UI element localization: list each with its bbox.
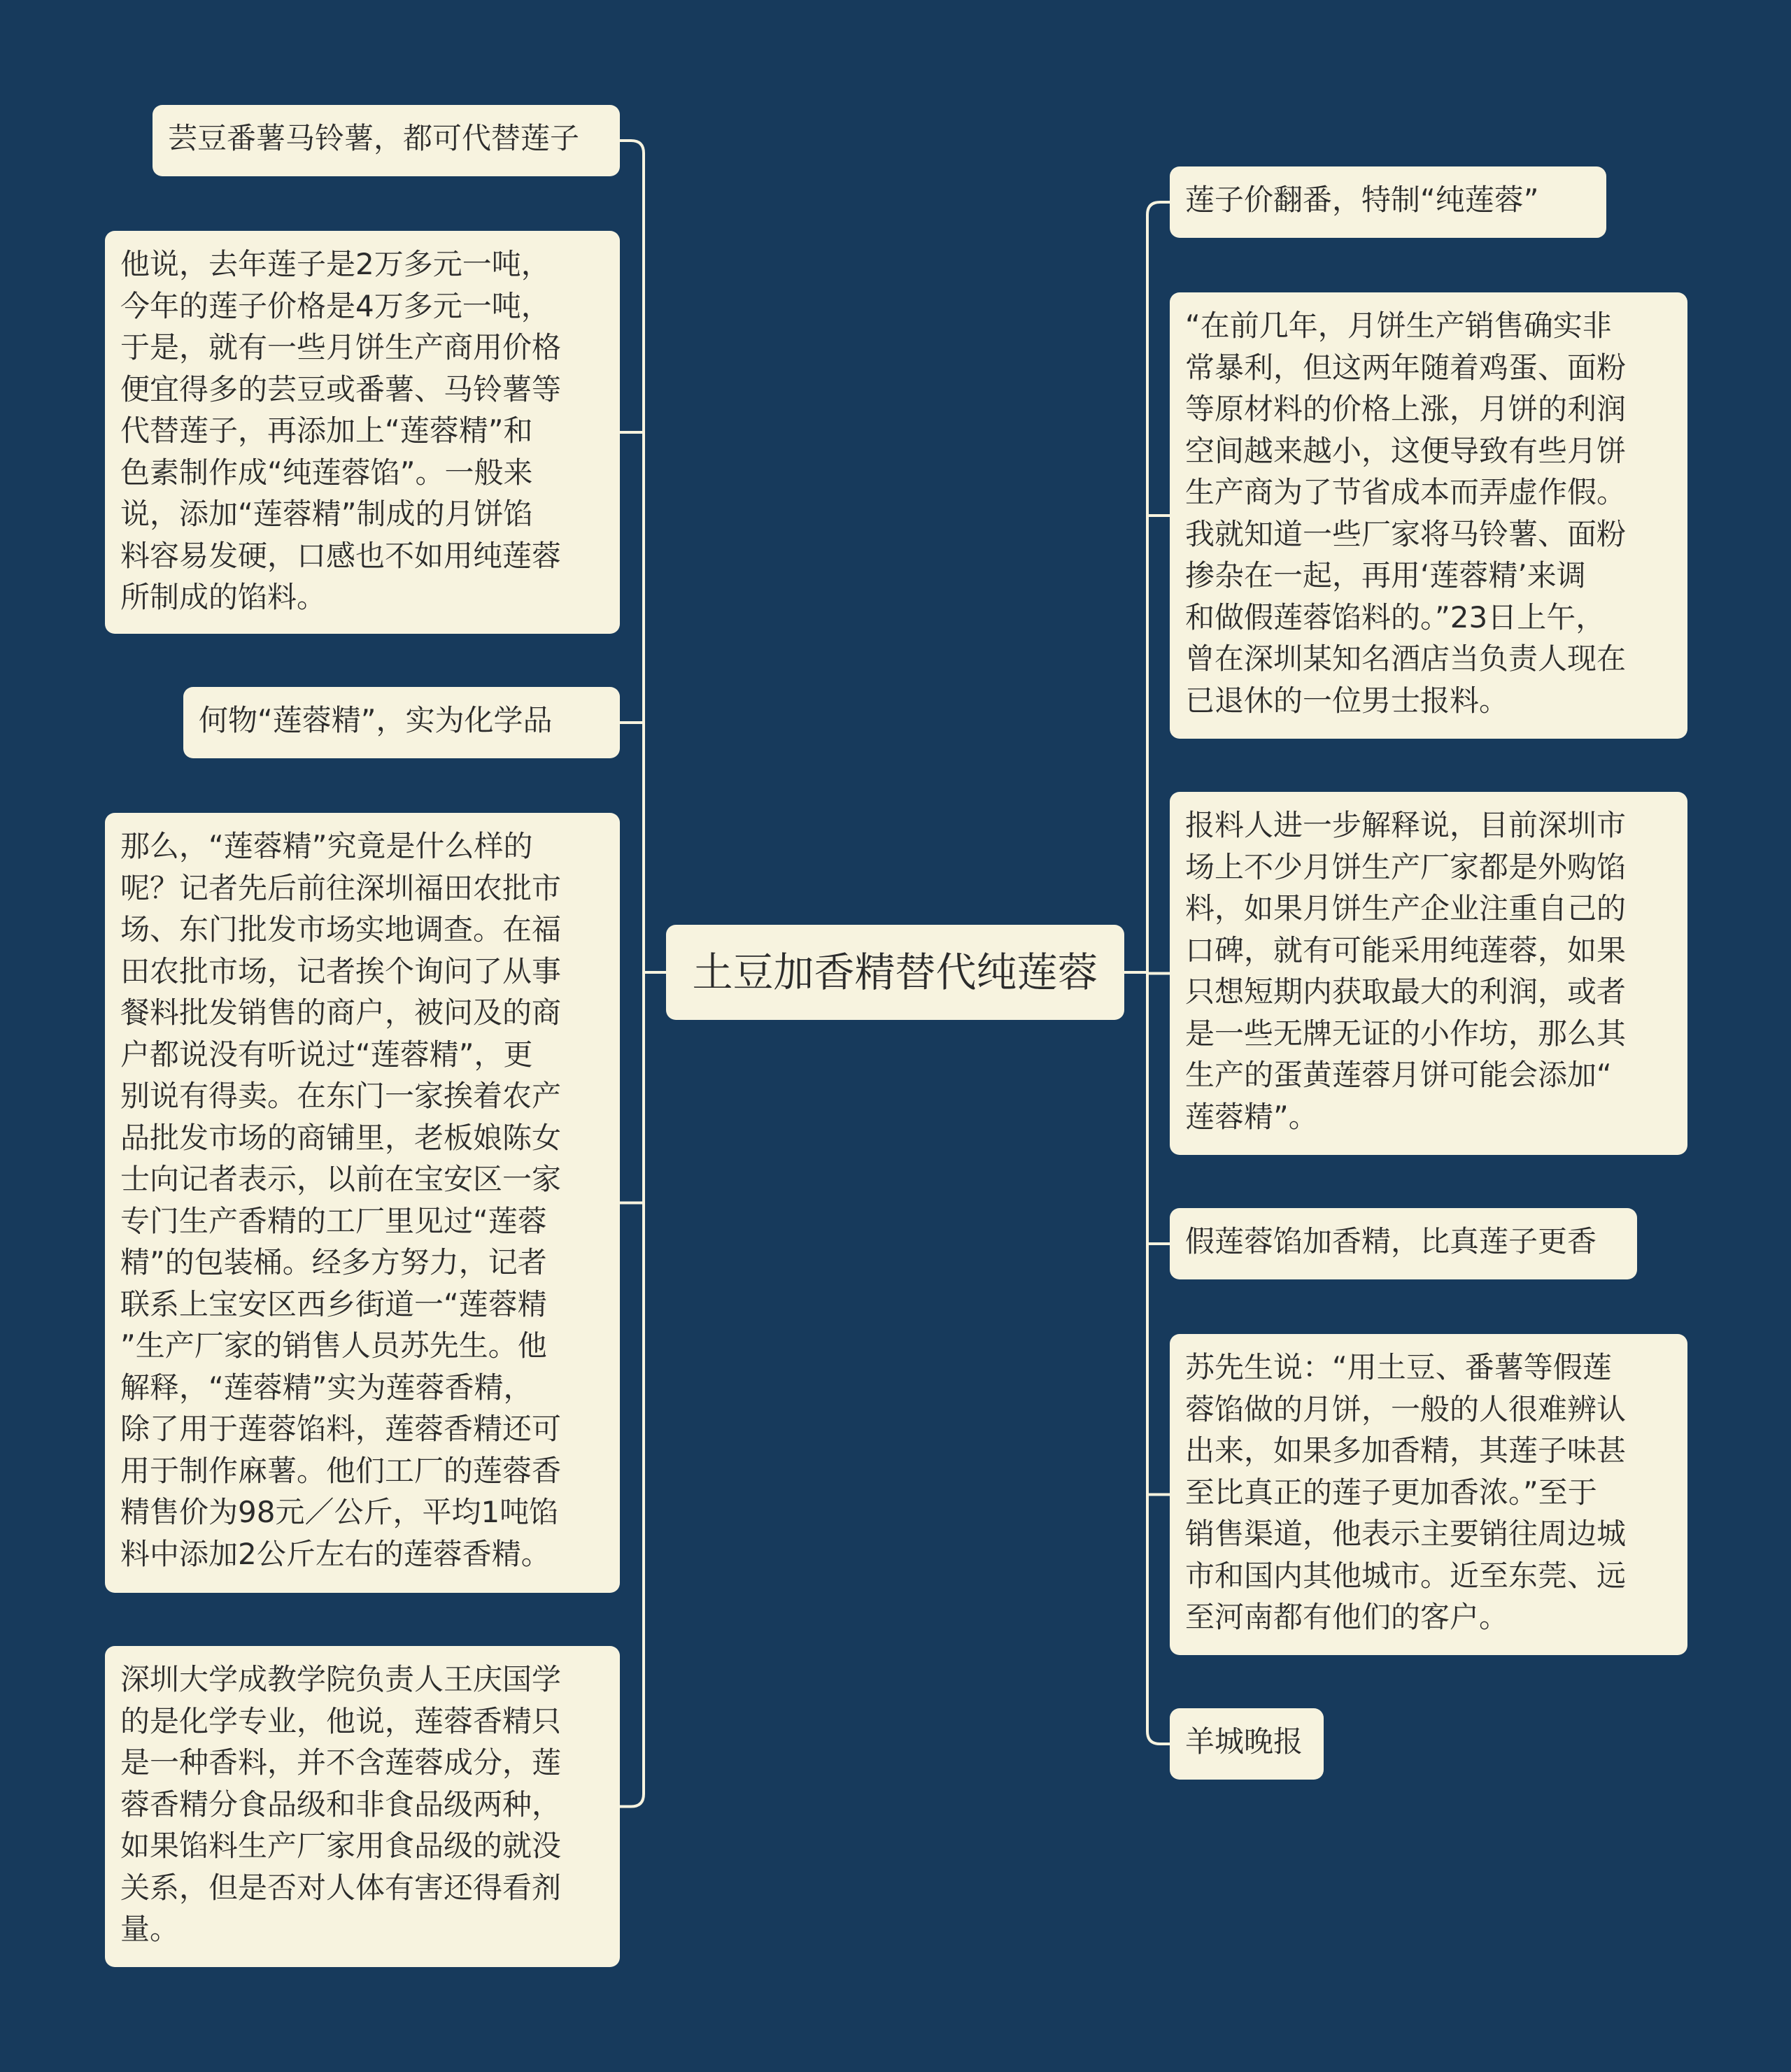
right-topic-1[interactable]: 莲子价翻番，特制“纯莲蓉” <box>1170 166 1606 238</box>
right-topic-2[interactable]: “在前几年，月饼生产销售确实非 常暴利，但这两年随着鸡蛋、面粉 等原材料的价格上涨，月饼的利润 空间越来越小，这便导致有些月饼 生产商为了节省成本而弄虚作假。 我就知道一些厂家将马铃薯、面粉 掺杂在一起，再用‘莲蓉精’来调 和做假莲蓉馅料的。”23日上午， 曾在深圳某知名酒店当负责人现在 已退休的一位男士报料。 <box>1170 292 1687 739</box>
left-topic-1[interactable]: 芸豆番薯马铃薯，都可代替莲子 <box>153 105 620 176</box>
connector-r5 <box>1147 1731 1170 1744</box>
connector-l4 <box>620 1794 644 1807</box>
left-topic-4[interactable]: 那么，“莲蓉精”究竟是什么样的 呢？记者先后前往深圳福田农批市 场、东门批发市场实地调查。在福 田农批市场，记者挨个询问了从事 餐料批发销售的商户，被问及的商 户都说没有听说过“莲蓉精”，更 别说有得卖。在东门一家挨着农产 品批发市场的商铺里，老板娘陈女 士向记者表示，以前在宝安区一家 专门生产香精的工厂里见过“莲蓉 精”的包装桶。经多方努力，记者 联系上宝安区西乡街道一“莲蓉精 ”生产厂家的销售人员苏先生。他 解释，“莲蓉精”实为莲蓉香精， 除了用于莲蓉馅料，莲蓉香精还可 用于制作麻薯。他们工厂的莲蓉香 精售价为98元／公斤，平均1吨馅 料中添加2公斤左右的莲蓉香精。 <box>105 813 620 1593</box>
connector-l0 <box>620 141 644 153</box>
right-topic-5[interactable]: 苏先生说：“用土豆、番薯等假莲 蓉馅做的月饼，一般的人很难辨认 出来，如果多加香精，其莲子味甚 至比真正的莲子更加香浓。”至于 销售渠道，他表示主要销往周边城 市和国内其他城市。近至东莞、远 至河南都有他们的客户。 <box>1170 1334 1687 1655</box>
central-topic[interactable]: 土豆加香精替代纯莲蓉 <box>666 925 1124 1020</box>
left-topic-3[interactable]: 何物“莲蓉精”，实为化学品 <box>183 687 620 758</box>
left-topic-2[interactable]: 他说，去年莲子是2万多元一吨， 今年的莲子价格是4万多元一吨， 于是，就有一些月饼生产商用价格 便宜得多的芸豆或番薯、马铃薯等 代替莲子，再添加上“莲蓉精”和 色素制作成“纯莲蓉馅”。一般来 说，添加“莲蓉精”制成的月饼馅 料容易发硬，口感也不如用纯莲蓉 所制成的馅料。 <box>105 231 620 634</box>
right-topic-6[interactable]: 羊城晚报 <box>1170 1708 1324 1780</box>
left-topic-5[interactable]: 深圳大学成教学院负责人王庆国学 的是化学专业，他说，莲蓉香精只 是一种香料，并不含莲蓉成分，莲 蓉香精分食品级和非食品级两种， 如果馅料生产厂家用食品级的就没 关系，但是否对人体有害还得看剂 量。 <box>105 1646 620 1967</box>
right-topic-3[interactable]: 报料人进一步解释说，目前深圳市 场上不少月饼生产厂家都是外购馅 料，如果月饼生产企业注重自己的 口碑，就有可能采用纯莲蓉，如果 只想短期内获取最大的利润，或者 是一些无牌无证的小作坊，那么其 生产的蛋黄莲蓉月饼可能会添加“ 莲蓉精”。 <box>1170 792 1687 1155</box>
connector-r0 <box>1147 202 1170 215</box>
right-topic-4[interactable]: 假莲蓉馅加香精，比真莲子更香 <box>1170 1208 1637 1279</box>
